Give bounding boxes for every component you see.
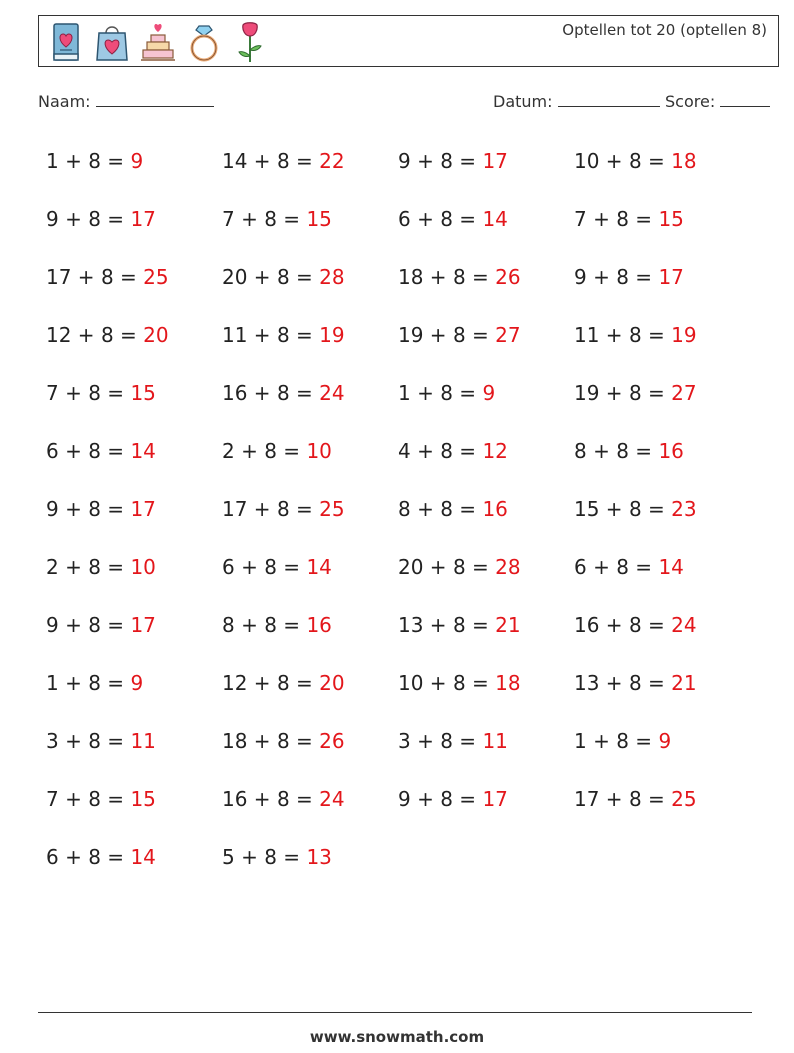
header-box <box>38 15 779 67</box>
answer: 26 <box>495 265 521 289</box>
addend-a: 6 <box>398 207 411 231</box>
answer: 18 <box>495 671 521 695</box>
addend-a: 14 <box>222 149 248 173</box>
answer: 15 <box>130 787 156 811</box>
score-label: Score: <box>665 92 716 111</box>
addend-b: 8 <box>440 207 453 231</box>
addend-b: 8 <box>88 845 101 869</box>
addend-a: 9 <box>46 207 59 231</box>
date-blank[interactable] <box>558 92 660 107</box>
worksheet-title: Optellen tot 20 (optellen 8) <box>562 21 767 39</box>
addend-b: 8 <box>616 555 629 579</box>
addend-a: 7 <box>574 207 587 231</box>
addend-a: 8 <box>222 613 235 637</box>
addend-b: 8 <box>264 439 277 463</box>
addend-a: 16 <box>222 381 248 405</box>
problem-item: 7 + 8 = 15 <box>222 207 332 231</box>
answer: 15 <box>658 207 684 231</box>
answer: 16 <box>306 613 332 637</box>
problem-item: 14 + 8 = 22 <box>222 149 345 173</box>
name-blank[interactable] <box>96 92 214 107</box>
answer: 27 <box>495 323 521 347</box>
addend-b: 8 <box>452 265 466 289</box>
answer: 28 <box>495 555 521 579</box>
problem-item: 3 + 8 = 11 <box>398 729 508 753</box>
answer: 17 <box>482 149 508 173</box>
answer: 15 <box>306 207 332 231</box>
answer: 24 <box>319 381 345 405</box>
diamond-ring-icon <box>184 20 224 64</box>
answer: 13 <box>306 845 332 869</box>
addend-a: 5 <box>222 845 235 869</box>
addend-b: 8 <box>276 729 290 753</box>
answer: 21 <box>671 671 697 695</box>
addend-a: 6 <box>46 845 59 869</box>
answer: 9 <box>130 149 144 173</box>
addend-b: 8 <box>616 729 629 753</box>
problem-item: 5 + 8 = 13 <box>222 845 332 869</box>
addend-b: 8 <box>88 439 101 463</box>
addend-a: 1 <box>46 671 59 695</box>
answer: 9 <box>658 729 672 753</box>
name-label: Naam: <box>38 92 91 111</box>
addend-a: 3 <box>46 729 59 753</box>
addend-a: 6 <box>574 555 587 579</box>
answer: 10 <box>130 555 156 579</box>
addend-a: 16 <box>222 787 248 811</box>
problem-item: 18 + 8 = 26 <box>398 265 521 289</box>
addend-a: 13 <box>574 671 600 695</box>
rose-icon <box>230 20 270 64</box>
addend-a: 1 <box>574 729 587 753</box>
answer: 14 <box>130 439 156 463</box>
addend-a: 11 <box>222 323 248 347</box>
addend-b: 8 <box>88 729 101 753</box>
addend-b: 8 <box>264 613 277 637</box>
addend-b: 8 <box>628 149 642 173</box>
addend-b: 8 <box>616 207 629 231</box>
addend-a: 9 <box>46 497 59 521</box>
addend-b: 8 <box>440 439 453 463</box>
problem-item: 19 + 8 = 27 <box>574 381 697 405</box>
problem-item: 9 + 8 = 17 <box>46 207 156 231</box>
problem-item: 18 + 8 = 26 <box>222 729 345 753</box>
problem-item: 9 + 8 = 17 <box>46 613 156 637</box>
addend-a: 15 <box>574 497 600 521</box>
problem-item: 16 + 8 = 24 <box>222 381 345 405</box>
answer: 17 <box>130 207 156 231</box>
answer: 14 <box>130 845 156 869</box>
answer: 11 <box>130 729 156 753</box>
footer-website: www.snowmath.com <box>309 1028 485 1046</box>
addend-a: 9 <box>398 787 411 811</box>
icon-strip <box>46 19 270 65</box>
addend-a: 2 <box>46 555 59 579</box>
addend-b: 8 <box>616 265 629 289</box>
problem-item: 10 + 8 = 18 <box>574 149 697 173</box>
answer: 26 <box>319 729 345 753</box>
addend-a: 17 <box>222 497 248 521</box>
addend-a: 18 <box>398 265 424 289</box>
addend-a: 10 <box>574 149 600 173</box>
answer: 16 <box>482 497 508 521</box>
addend-a: 9 <box>398 149 411 173</box>
addend-b: 8 <box>440 149 453 173</box>
shopping-bag-heart-icon <box>92 20 132 64</box>
problem-item: 1 + 8 = 9 <box>398 381 496 405</box>
addend-b: 8 <box>88 613 101 637</box>
problem-item: 17 + 8 = 25 <box>46 265 169 289</box>
addend-a: 7 <box>46 381 59 405</box>
answer: 20 <box>143 323 169 347</box>
addend-b: 8 <box>88 207 101 231</box>
addend-b: 8 <box>88 787 101 811</box>
book-heart-icon <box>46 20 86 64</box>
problem-item: 9 + 8 = 17 <box>398 787 508 811</box>
problem-item: 3 + 8 = 11 <box>46 729 156 753</box>
answer: 14 <box>482 207 508 231</box>
answer: 22 <box>319 149 345 173</box>
addend-b: 8 <box>452 613 466 637</box>
addend-a: 10 <box>398 671 424 695</box>
addend-b: 8 <box>88 671 101 695</box>
addend-b: 8 <box>440 729 453 753</box>
answer: 25 <box>671 787 697 811</box>
addend-a: 8 <box>574 439 587 463</box>
problem-item: 1 + 8 = 9 <box>46 671 144 695</box>
answer: 19 <box>319 323 345 347</box>
problem-item: 6 + 8 = 14 <box>222 555 332 579</box>
addend-a: 7 <box>46 787 59 811</box>
answer: 21 <box>495 613 521 637</box>
addend-a: 7 <box>222 207 235 231</box>
answer: 11 <box>482 729 508 753</box>
answer: 16 <box>658 439 684 463</box>
problem-item: 11 + 8 = 19 <box>574 323 697 347</box>
addend-a: 13 <box>398 613 424 637</box>
answer: 25 <box>143 265 169 289</box>
problem-item: 8 + 8 = 16 <box>222 613 332 637</box>
problem-item: 19 + 8 = 27 <box>398 323 521 347</box>
addend-b: 8 <box>440 497 453 521</box>
answer: 15 <box>130 381 156 405</box>
addend-a: 20 <box>222 265 248 289</box>
addend-a: 3 <box>398 729 411 753</box>
addend-a: 1 <box>46 149 59 173</box>
answer: 9 <box>482 381 496 405</box>
addend-b: 8 <box>276 787 290 811</box>
addend-b: 8 <box>88 149 101 173</box>
answer: 14 <box>306 555 332 579</box>
addend-a: 18 <box>222 729 248 753</box>
name-field <box>38 92 214 111</box>
answer: 17 <box>130 613 156 637</box>
problem-item: 10 + 8 = 18 <box>398 671 521 695</box>
problem-item: 17 + 8 = 25 <box>574 787 697 811</box>
problem-item: 8 + 8 = 16 <box>398 497 508 521</box>
problem-item: 9 + 8 = 17 <box>398 149 508 173</box>
addend-a: 4 <box>398 439 411 463</box>
addend-b: 8 <box>616 439 629 463</box>
problem-item: 6 + 8 = 14 <box>574 555 684 579</box>
addend-b: 8 <box>100 265 114 289</box>
problem-item: 6 + 8 = 14 <box>46 845 156 869</box>
addend-b: 8 <box>628 323 642 347</box>
addend-b: 8 <box>276 671 290 695</box>
problem-item: 8 + 8 = 16 <box>574 439 684 463</box>
answer: 24 <box>671 613 697 637</box>
problem-item: 7 + 8 = 15 <box>574 207 684 231</box>
answer: 20 <box>319 671 345 695</box>
addend-b: 8 <box>88 497 101 521</box>
answer: 17 <box>658 265 684 289</box>
answer: 14 <box>658 555 684 579</box>
footer-divider <box>38 1012 752 1013</box>
problem-item: 12 + 8 = 20 <box>222 671 345 695</box>
problem-item: 7 + 8 = 15 <box>46 787 156 811</box>
addend-b: 8 <box>440 381 453 405</box>
addend-b: 8 <box>628 787 642 811</box>
answer: 17 <box>482 787 508 811</box>
addend-a: 17 <box>574 787 600 811</box>
date-label: Datum: <box>493 92 553 111</box>
answer: 19 <box>671 323 697 347</box>
addend-b: 8 <box>628 671 642 695</box>
addend-a: 9 <box>574 265 587 289</box>
addend-b: 8 <box>276 497 290 521</box>
addend-b: 8 <box>452 555 466 579</box>
problem-item: 7 + 8 = 15 <box>46 381 156 405</box>
addend-b: 8 <box>276 149 290 173</box>
problem-item: 2 + 8 = 10 <box>46 555 156 579</box>
addend-a: 1 <box>398 381 411 405</box>
problem-item: 2 + 8 = 10 <box>222 439 332 463</box>
problem-item: 9 + 8 = 17 <box>46 497 156 521</box>
addend-b: 8 <box>440 787 453 811</box>
score-field <box>665 92 770 111</box>
problem-item: 16 + 8 = 24 <box>222 787 345 811</box>
problem-item: 13 + 8 = 21 <box>398 613 521 637</box>
answer: 9 <box>130 671 144 695</box>
wedding-cake-icon <box>138 20 178 64</box>
problem-item: 16 + 8 = 24 <box>574 613 697 637</box>
problem-item: 9 + 8 = 17 <box>574 265 684 289</box>
addend-b: 8 <box>628 381 642 405</box>
addend-b: 8 <box>276 323 290 347</box>
addend-b: 8 <box>264 845 277 869</box>
problem-item: 13 + 8 = 21 <box>574 671 697 695</box>
addend-a: 17 <box>46 265 72 289</box>
addend-a: 11 <box>574 323 600 347</box>
answer: 25 <box>319 497 345 521</box>
addend-b: 8 <box>452 323 466 347</box>
problem-item: 20 + 8 = 28 <box>398 555 521 579</box>
score-blank[interactable] <box>720 92 770 107</box>
answer: 28 <box>319 265 345 289</box>
addend-a: 12 <box>46 323 72 347</box>
answer: 12 <box>482 439 508 463</box>
answer: 18 <box>671 149 697 173</box>
problem-item: 20 + 8 = 28 <box>222 265 345 289</box>
problem-item: 1 + 8 = 9 <box>574 729 672 753</box>
problem-item: 17 + 8 = 25 <box>222 497 345 521</box>
addend-a: 6 <box>222 555 235 579</box>
addend-a: 19 <box>574 381 600 405</box>
answer: 24 <box>319 787 345 811</box>
addend-b: 8 <box>276 265 290 289</box>
addend-a: 20 <box>398 555 424 579</box>
addend-b: 8 <box>276 381 290 405</box>
problem-item: 12 + 8 = 20 <box>46 323 169 347</box>
addend-a: 6 <box>46 439 59 463</box>
addend-a: 12 <box>222 671 248 695</box>
problem-item: 11 + 8 = 19 <box>222 323 345 347</box>
addend-a: 2 <box>222 439 235 463</box>
problem-item: 15 + 8 = 23 <box>574 497 697 521</box>
problem-item: 6 + 8 = 14 <box>46 439 156 463</box>
addend-a: 16 <box>574 613 600 637</box>
addend-b: 8 <box>264 555 277 579</box>
problem-item: 6 + 8 = 14 <box>398 207 508 231</box>
answer: 17 <box>130 497 156 521</box>
answer: 27 <box>671 381 697 405</box>
addend-b: 8 <box>452 671 466 695</box>
answer: 10 <box>306 439 332 463</box>
addend-a: 9 <box>46 613 59 637</box>
addend-a: 19 <box>398 323 424 347</box>
addend-b: 8 <box>88 381 101 405</box>
date-field <box>493 92 660 111</box>
problem-item: 4 + 8 = 12 <box>398 439 508 463</box>
problem-item: 1 + 8 = 9 <box>46 149 144 173</box>
answer: 23 <box>671 497 697 521</box>
addend-b: 8 <box>628 613 642 637</box>
addend-b: 8 <box>264 207 277 231</box>
addend-b: 8 <box>88 555 101 579</box>
addend-b: 8 <box>628 497 642 521</box>
addend-a: 8 <box>398 497 411 521</box>
addend-b: 8 <box>100 323 114 347</box>
